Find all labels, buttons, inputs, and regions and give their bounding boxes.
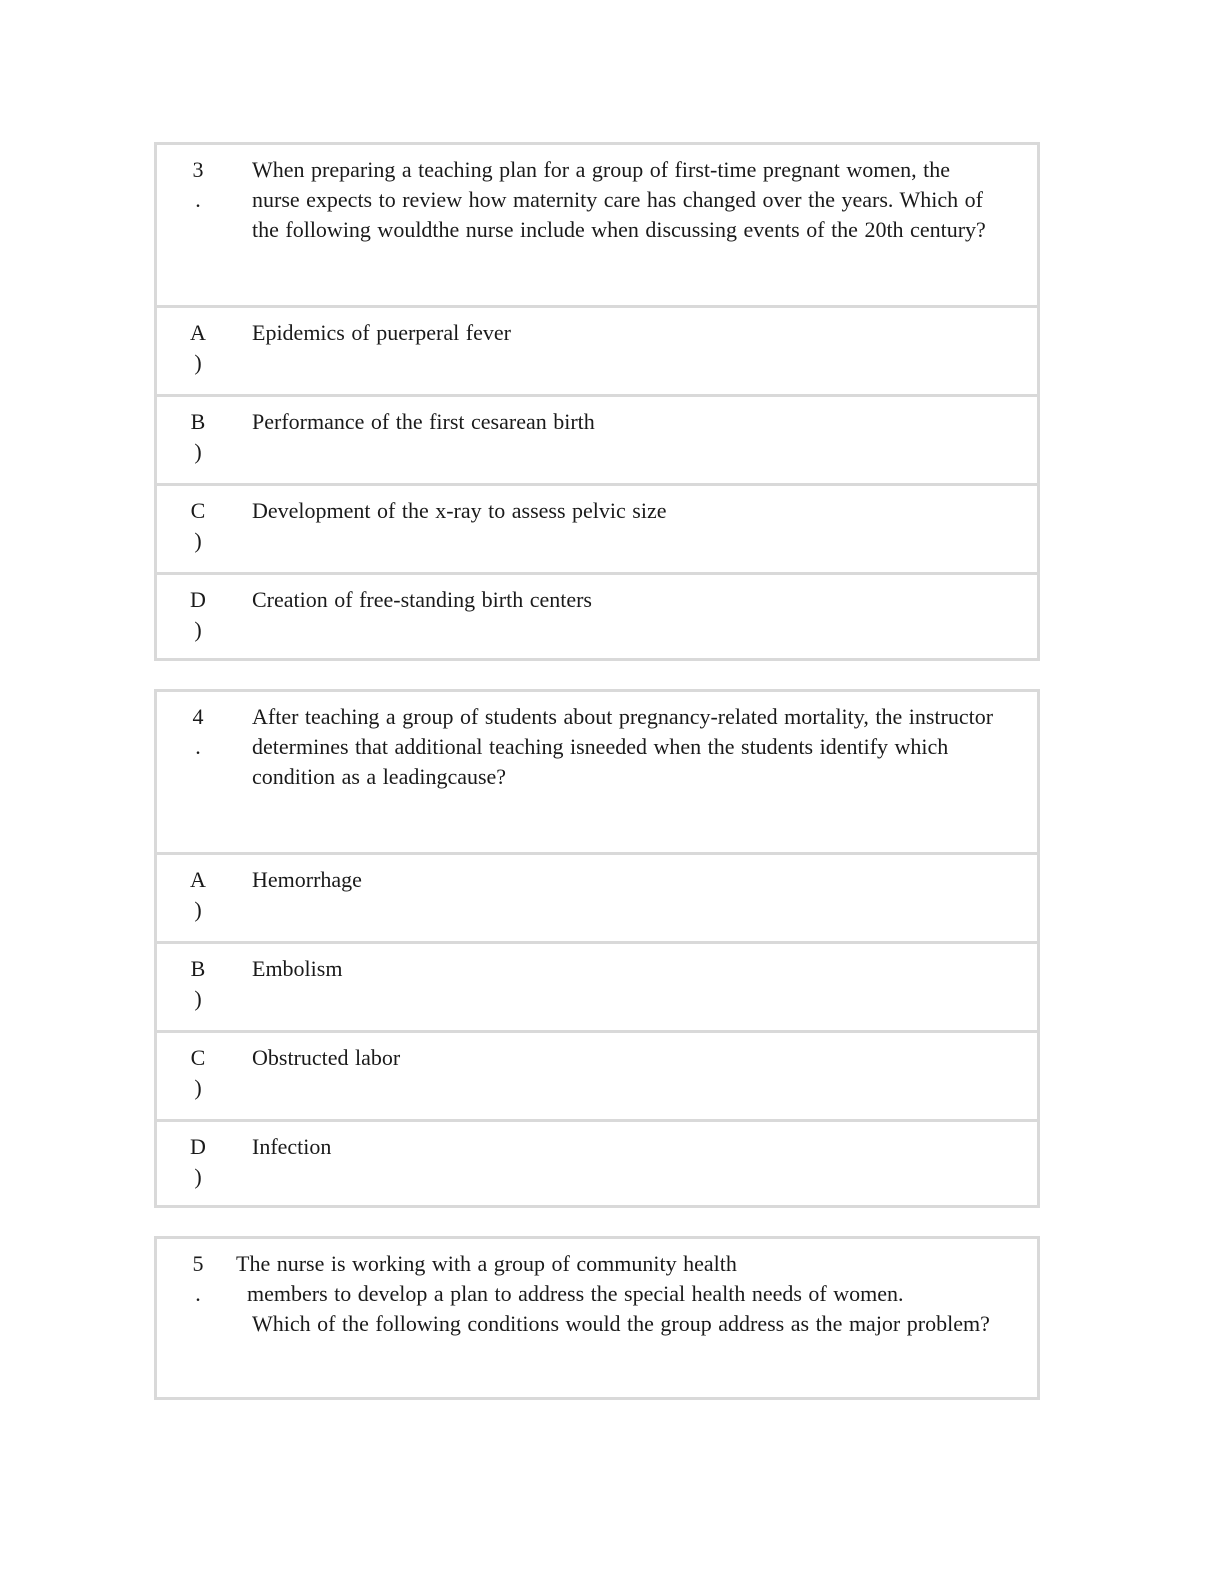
option-letter: C ): [190, 498, 206, 553]
option-text: Performance of the first cesarean birth: [252, 409, 595, 434]
option-row-d: [157, 1119, 1037, 1208]
option-text: Epidemics of puerperal fever: [252, 320, 511, 345]
option-row-b: [157, 394, 1037, 483]
option-text: Obstructed labor: [252, 1045, 401, 1070]
question-text: After teaching a group of students about pregnancy-related mortality, the instructor determines that additional teaching isneeded when the students identify which condition as a leadingcause?: [252, 704, 994, 789]
option-text: Development of the x-ray to assess pelvic size: [252, 498, 667, 523]
option-text: Infection: [252, 1134, 332, 1159]
question-text-line: The nurse is working with a group of community health: [236, 1251, 737, 1276]
question-text-line: members to develop a plan to address the special health needs of women.: [247, 1281, 904, 1306]
option-letter: B ): [190, 409, 206, 464]
option-text: Embolism: [252, 956, 343, 981]
option-row-a: [157, 305, 1037, 394]
option-text: Hemorrhage: [252, 867, 362, 892]
question-row: [157, 1239, 1037, 1397]
option-letter: A ): [190, 320, 206, 375]
question-row: [157, 145, 1037, 305]
question-number: 3 .: [192, 157, 204, 212]
option-text: Creation of free-standing birth centers: [252, 587, 592, 612]
option-row-b: [157, 941, 1037, 1030]
option-letter: D ): [190, 587, 206, 642]
option-row-c: [157, 483, 1037, 572]
question-text-line: Which of the following conditions would the group address as the major problem?: [252, 1311, 990, 1336]
option-letter: C ): [190, 1045, 206, 1100]
option-row-d: [157, 572, 1037, 661]
question-text: [236, 1249, 999, 1339]
question-4-table: [154, 689, 1040, 1208]
option-letter: A ): [190, 867, 206, 922]
option-letter: D ): [190, 1134, 206, 1189]
question-number: 5 .: [192, 1251, 204, 1306]
option-row-a: [157, 852, 1037, 941]
option-letter: B ): [190, 956, 206, 1011]
question-text: When preparing a teaching plan for a group of first-time pregnant women, the nurse expects to review how maternity care has changed over the years. Which of the following wouldthe nurse include when discussing events of the 20th century?: [252, 157, 986, 242]
option-row-c: [157, 1030, 1037, 1119]
question-3-table: [154, 142, 1040, 661]
question-row: [157, 692, 1037, 852]
question-number: 4 .: [192, 704, 204, 759]
question-5-table: [154, 1236, 1040, 1400]
